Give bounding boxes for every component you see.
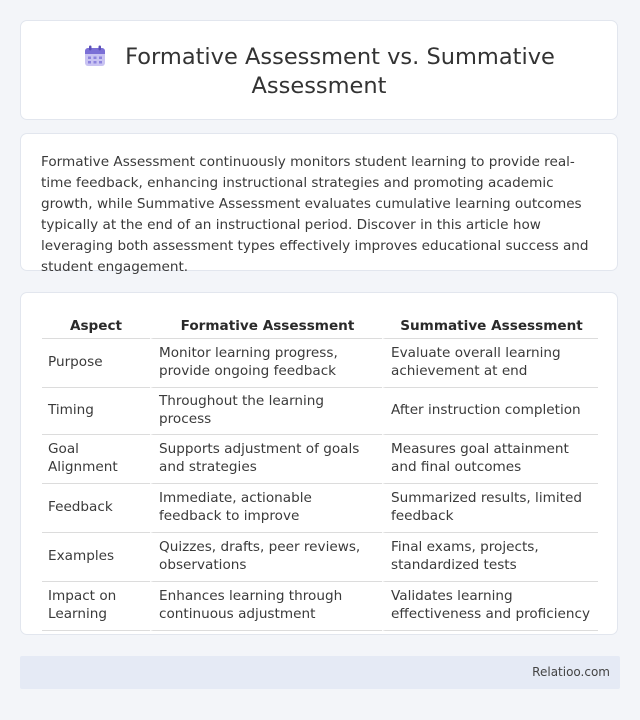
- aspect-cell: Feedback: [42, 484, 150, 533]
- summative-cell: Final exams, projects, standardized tests: [382, 533, 598, 582]
- aspect-cell: Purpose: [42, 339, 150, 388]
- table-row: [42, 435, 598, 484]
- summary-card: [20, 133, 618, 275]
- summative-cell: After instruction completion: [382, 388, 598, 435]
- aspect-cell: Examples: [42, 533, 150, 582]
- formative-cell: Supports adjustment of goals and strategies: [150, 435, 382, 484]
- formative-cell: Monitor learning progress, provide ongoing feedback: [150, 339, 382, 388]
- formative-cell: Immediate, actionable feedback to improve: [150, 484, 382, 533]
- footer-bar: [20, 656, 620, 689]
- summative-cell: Measures goal attainment and final outcomes: [382, 435, 598, 484]
- title-line-1: Formative Assessment vs. Summative: [125, 44, 555, 70]
- table-row: [42, 533, 598, 582]
- formative-cell: Enhances learning through continuous adjustment: [150, 582, 382, 631]
- table-header-row: [42, 315, 598, 339]
- comparison-table-card: [20, 292, 618, 635]
- page-title: [21, 43, 617, 101]
- header-formative: Formative Assessment: [150, 315, 382, 339]
- summative-cell: Validates learning effectiveness and proficiency: [382, 582, 598, 631]
- formative-cell: Throughout the learning process: [150, 388, 382, 435]
- aspect-cell: Goal Alignment: [42, 435, 150, 484]
- summative-cell: Summarized results, limited feedback: [382, 484, 598, 533]
- table-row: [42, 388, 598, 435]
- title-card: [20, 20, 618, 120]
- table-row: [42, 339, 598, 388]
- comparison-table: [42, 315, 598, 631]
- calendar-icon: [83, 44, 107, 68]
- table-row: [42, 582, 598, 631]
- summary-text: Formative Assessment continuously monitors student learning to provide real-time feedback, enhancing instructional strategies and promoting academic growth, while Summative Assessment evaluates cumulative learning outcomes typically at the end of an instructional period. Discover in this article how leveraging both assessment types effectively improves educational success and student engagement.: [41, 154, 589, 275]
- formative-cell: Quizzes, drafts, peer reviews, observations: [150, 533, 382, 582]
- footer-brand-link[interactable]: Relatioo.com: [532, 665, 610, 679]
- header-aspect: Aspect: [42, 315, 150, 339]
- title-line-2: Assessment: [251, 73, 387, 99]
- header-summative: Summative Assessment: [382, 315, 598, 339]
- aspect-cell: Impact on Learning: [42, 582, 150, 631]
- aspect-cell: Timing: [42, 388, 150, 435]
- table-row: [42, 484, 598, 533]
- summative-cell: Evaluate overall learning achievement at end: [382, 339, 598, 388]
